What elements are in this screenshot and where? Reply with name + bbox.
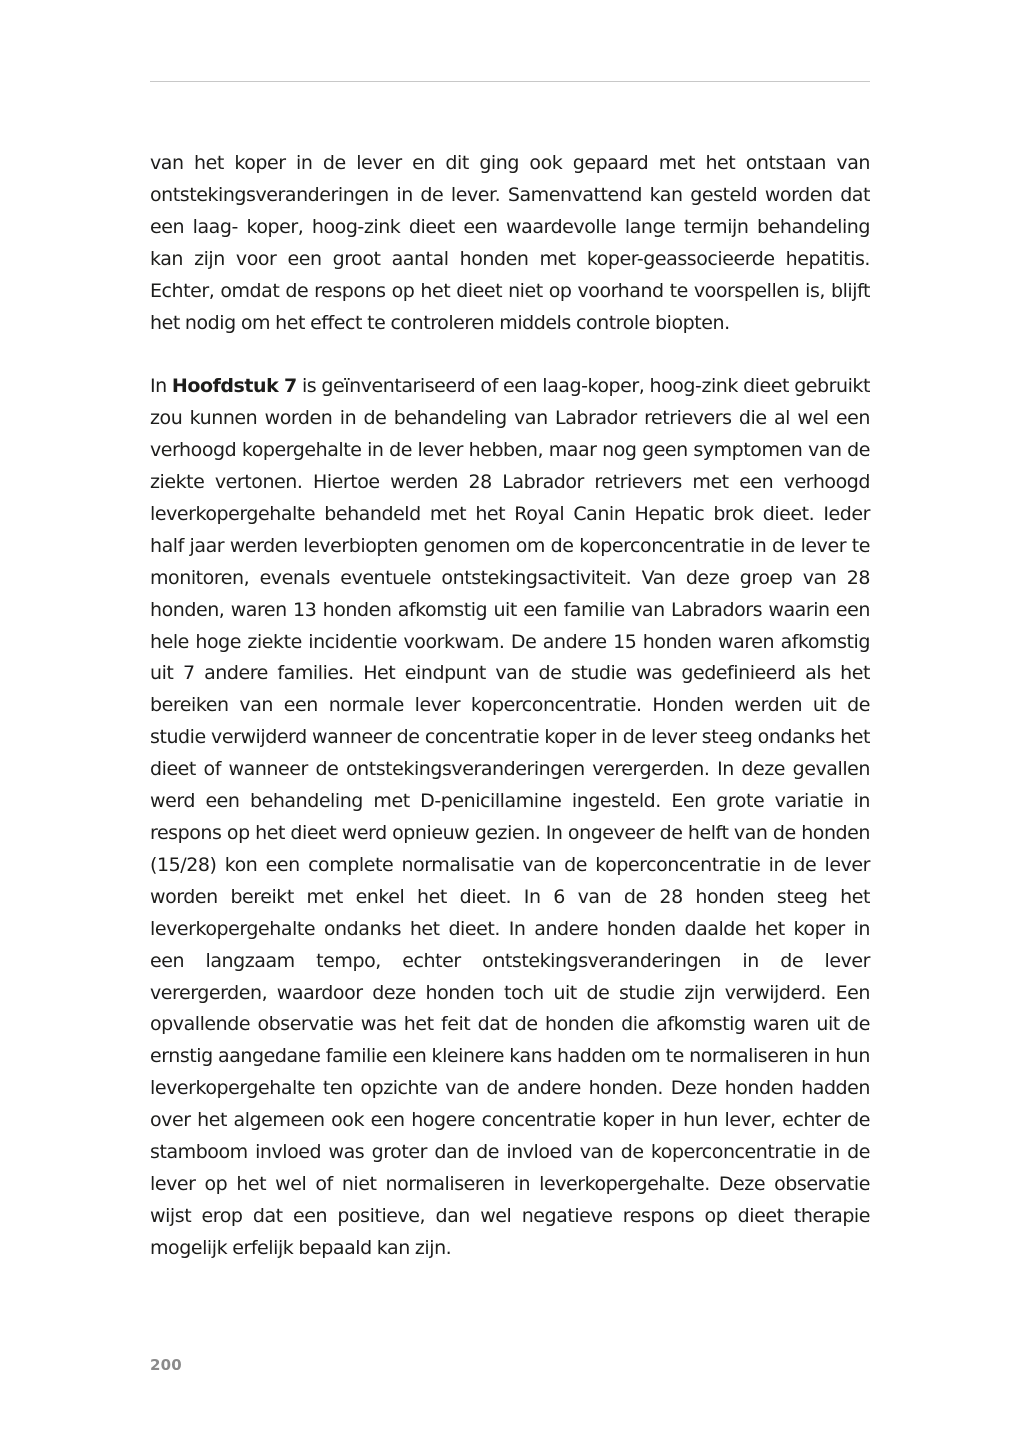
paragraph-2 [150,371,870,1264]
paragraph-1: van het koper in de lever en dit ging ook gepaard met het ontstaan van ontstekingsveranderingen in de lever. Samenvattend kan gesteld worden dat een laag- koper, hoog-zink dieet een waardevolle lange termijn behandeling kan zijn voor een groot aantal honden met koper-geassocieerde hepatitis. Echter, omdat de respons op het dieet niet op voorhand te voorspellen is, blijft het nodig om het effect te controleren middels controle biopten. [150,152,870,334]
paragraph-2-lead: In [150,375,172,398]
chapter-reference: Hoofdstuk 7 [171,375,297,398]
header-rule [150,81,870,82]
paragraph-2-text: is geïnventariseerd of een laag-koper, hoog-zink dieet gebruikt zou kunnen worden in de behandeling van Labrador retrievers die al wel een verhoogd kopergehalte in de lever hebben, maar nog geen symptomen van de ziekte vertonen. Hiertoe werden 28 Labrador retrievers met een verhoogd leverkopergehalte behandeld met het Royal Canin Hepatic brok dieet. Ieder half jaar werden leverbiopten genomen om de koperconcentratie in de lever te monitoren, evenals eventuele ontstekingsactiviteit. Van deze groep van 28 honden, waren 13 honden afkomstig uit een familie van Labradors waarin een hele hoge ziekte incidentie voorkwam. De andere 15 honden waren afkomstig uit 7 andere families. Het eindpunt van de studie was gedefinieerd als het bereiken van een normale lever koperconcentratie. Honden werden uit de studie verwijderd wanneer de concentratie koper in de lever steeg ondanks het dieet of wanneer de ontstekingsveranderingen verergerden. In deze gevallen werd een behandeling met D-penicillamine ingesteld. Een grote variatie in respons op het dieet werd opnieuw gezien. In ongeveer de helft van de honden (15/28) kon een complete normalisatie van de koperconcentratie in de lever worden bereikt met enkel het dieet. In 6 van de 28 honden steeg het leverkopergehalte ondanks het dieet. In andere honden daalde het koper in een langzaam tempo, echter ontstekingsveranderingen in de lever verergerden, waardoor deze honden toch uit de studie zijn verwijderd. Een opvallende observatie was het feit dat de honden die afkomstig waren uit de ernstig aangedane familie een kleinere kans hadden om te normaliseren in hun leverkopergehalte ten opzichte van de andere honden. Deze honden hadden over het algemeen ook een hogere concentratie koper in hun lever, echter de stamboom invloed was groter dan de invloed van de koperconcentratie in de lever op het wel of niet normaliseren in leverkopergehalte. Deze observatie wijst erop dat een positieve, dan wel negatieve respons op dieet therapie mogelijk erfelijk bepaald kan zijn. [150,375,870,1259]
page-number: 200 [150,1356,182,1374]
body-text [150,148,870,1265]
